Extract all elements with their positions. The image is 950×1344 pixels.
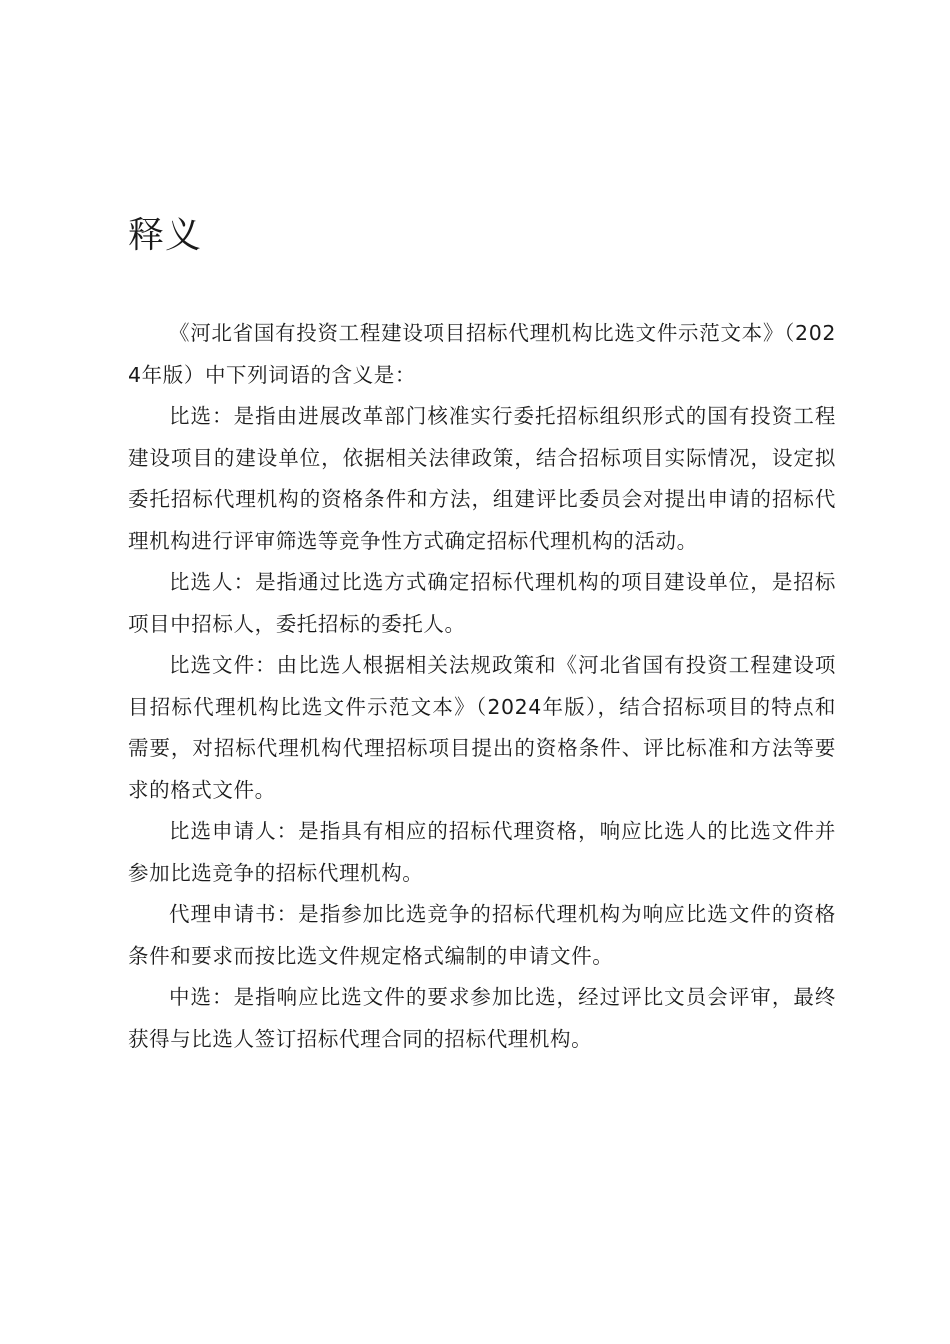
paragraph-definition-daili-shenqingshu: 代理申请书：是指参加比选竞争的招标代理机构为响应比选文件的资格条件和要求而按比选文件规定格式编制的申请文件。 — [128, 902, 836, 968]
page-title: 释义 — [128, 215, 203, 256]
paragraph-intro: 《河北省国有投资工程建设项目招标代理机构比选文件示范文本》（2024年版）中下列词语的含义是： — [128, 321, 836, 387]
paragraph-definition-bixuan-wenjian: 比选文件：由比选人根据相关法规政策和《河北省国有投资工程建设项目招标代理机构比选文件示范文本》（2024年版），结合招标项目的特点和需要，对招标代理机构代理招标项目提出的资格条件、评比标准和方法等要求的格式文件。 — [128, 653, 836, 802]
paragraph-definition-bixuanren: 比选人：是指通过比选方式确定招标代理机构的项目建设单位，是招标项目中招标人，委托招标的委托人。 — [128, 570, 836, 636]
document-body — [128, 313, 836, 1060]
paragraph-definition-zhongxuan: 中选：是指响应比选文件的要求参加比选，经过评比文员会评审，最终获得与比选人签订招标代理合同的招标代理机构。 — [128, 985, 836, 1051]
paragraph-definition-bixuan: 比选：是指由进展改革部门核准实行委托招标组织形式的国有投资工程建设项目的建设单位，依据相关法律政策，结合招标项目实际情况，设定拟委托招标代理机构的资格条件和方法，组建评比委员会对提出申请的招标代理机构进行评审筛选等竞争性方式确定招标代理机构的活动。 — [128, 404, 836, 553]
paragraph-definition-bixuan-shenqingren: 比选申请人：是指具有相应的招标代理资格，响应比选人的比选文件并参加比选竞争的招标代理机构。 — [128, 819, 836, 885]
